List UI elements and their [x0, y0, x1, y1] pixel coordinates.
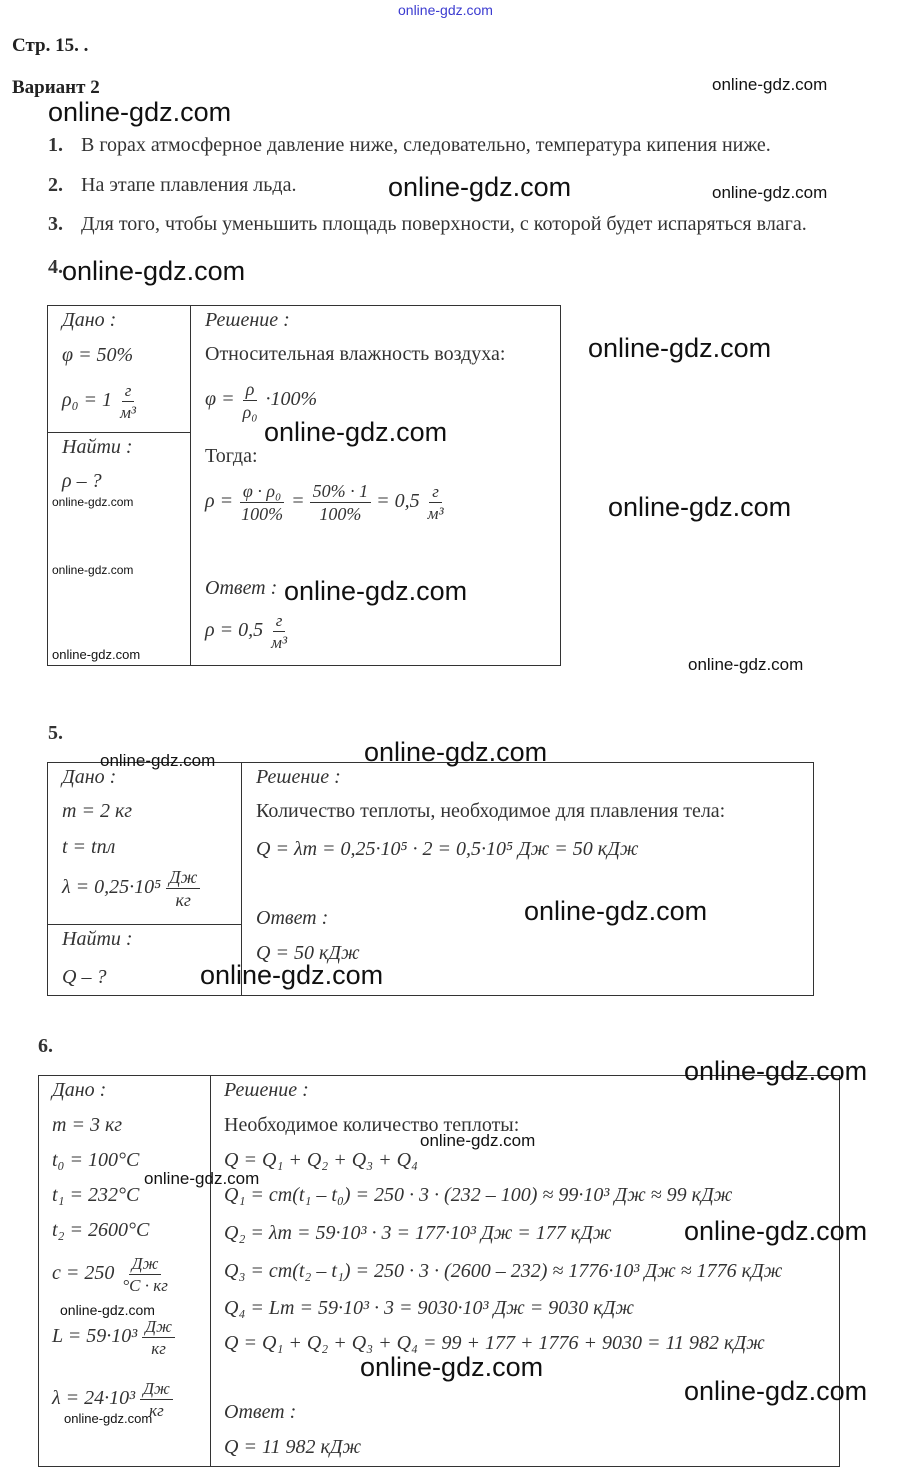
q4-divider	[190, 305, 191, 665]
watermark-label[interactable]: online-gdz.com	[364, 737, 548, 767]
q2-number: 2.	[48, 174, 63, 196]
q5-number: 5.	[48, 722, 63, 744]
q1-answer-text: В горах атмосферное давление ниже, следовательно, температура кипения ниже.	[81, 134, 771, 156]
q6-solution-line4: Q₂ = λm = 59·10³ · 3 = 177·10³ Дж = 177 кДж	[224, 1222, 612, 1244]
q5-solution-line2: Q = λm = 0,25·10⁵ · 2 = 0,5·10⁵ Дж = 50 кДж	[256, 838, 639, 860]
q6-given-c: c = 250 $\frac{Дж}{^\circ C \cdot кг}$	[52, 1254, 168, 1295]
q5-solution-line1: Количество теплоты, необходимое для плавления тела:	[256, 800, 726, 822]
q6-divider	[210, 1075, 211, 1466]
watermark-label[interactable]: online-gdz.com	[524, 896, 708, 926]
q4-solution-line1: Относительная влажность воздуха:	[205, 343, 506, 365]
q5-given-separator	[47, 924, 241, 925]
q4-given-label: Дано :	[62, 309, 117, 331]
watermark-label[interactable]: online-gdz.com	[60, 1302, 155, 1318]
q4-solution-label: Решение :	[205, 309, 290, 331]
q4-answer-value: ρ = 0,5 $\frac{г}{\text{м³}}$	[205, 611, 288, 652]
watermark-label[interactable]: online-gdz.com	[144, 1169, 260, 1188]
q1-number: 1.	[48, 134, 63, 156]
top-watermark[interactable]: online-gdz.com	[398, 2, 493, 18]
q4-formula: φ = $\frac{\rho}{\text{ρ₀}}$ ·100%	[205, 379, 318, 422]
watermark-label[interactable]: online-gdz.com	[420, 1131, 536, 1150]
watermark-label[interactable]: online-gdz.com	[388, 172, 572, 202]
watermark-label[interactable]: online-gdz.com	[684, 1376, 868, 1406]
watermark-label[interactable]: online-gdz.com	[684, 1216, 868, 1246]
q4-number: 4.	[48, 256, 63, 278]
q3-answer-text: Для того, чтобы уменьшить площадь поверхности, с которой будет испаряться влага.	[81, 213, 807, 235]
q6-solution-line7: Q = Q₁ + Q₂ + Q₃ + Q₄ = 99 + 177 + 1776 + 9030 = 11 982 кДж	[224, 1332, 765, 1354]
q6-given-t0: t₀ = 100°C	[52, 1149, 140, 1171]
q4-calculation: ρ = $\frac{\text{φ · ρ₀}}{100\%}$ = $\frac{50\% \cdot 1}{100\%}$ = 0,5 $\frac{г}{\text{м³}}$	[205, 481, 444, 524]
watermark-label[interactable]: online-gdz.com	[52, 495, 134, 509]
q5-find-label: Найти :	[62, 928, 133, 950]
q5-solution-label: Решение :	[256, 766, 341, 788]
q4-given-phi: φ = 50%	[62, 344, 134, 366]
watermark-label[interactable]: online-gdz.com	[264, 417, 448, 447]
q6-given-lambda: λ = 24·10³ $\frac{Дж}{кг}$	[52, 1380, 173, 1419]
variant-heading: Вариант 2	[12, 77, 100, 98]
q5-find-value: Q – ?	[62, 966, 107, 988]
watermark-label[interactable]: online-gdz.com	[712, 75, 828, 94]
watermark-label[interactable]: online-gdz.com	[684, 1056, 868, 1086]
watermark-label[interactable]: online-gdz.com	[48, 97, 232, 127]
q4-find-value: ρ – ?	[62, 470, 102, 492]
q5-given-lambda: λ = 0,25·10⁵ $\frac{Дж}{кг}$	[62, 868, 200, 909]
q4-then: Тогда:	[205, 445, 258, 467]
q6-given-mass: m = 3 кг	[52, 1114, 123, 1136]
q5-answer-label: Ответ :	[256, 907, 329, 929]
watermark-label[interactable]: online-gdz.com	[588, 333, 772, 363]
q6-solution-line6: Q₄ = Lm = 59·10³ · 3 = 9030·10³ Дж = 9030 кДж	[224, 1297, 634, 1319]
q5-given-label: Дано :	[62, 766, 117, 788]
q6-solution-line2: Q = Q₁ + Q₂ + Q₃ + Q₄	[224, 1149, 419, 1171]
q4-given-separator	[47, 432, 190, 433]
q6-solution-line5: Q₃ = cm(t₂ – t₁) = 250 · 3 · (2600 – 232) ≈ 1776·10³ Дж ≈ 1776 кДж	[224, 1260, 783, 1282]
q2-answer-text: На этапе плавления льда.	[81, 174, 297, 196]
watermark-label[interactable]: online-gdz.com	[52, 647, 141, 662]
q5-answer-value: Q = 50 кДж	[256, 942, 360, 964]
watermark-label[interactable]: online-gdz.com	[62, 256, 246, 286]
q6-answer-label: Ответ :	[224, 1401, 297, 1423]
q6-given-t2: t₂ = 2600°C	[52, 1219, 150, 1241]
watermark-label[interactable]: online-gdz.com	[688, 655, 804, 674]
q6-solution-label: Решение :	[224, 1079, 309, 1101]
watermark-label[interactable]: online-gdz.com	[52, 563, 134, 577]
watermark-label[interactable]: online-gdz.com	[608, 492, 792, 522]
watermark-label[interactable]: online-gdz.com	[64, 1411, 153, 1426]
q5-given-temperature: t = tпл	[62, 836, 116, 858]
q5-given-mass: m = 2 кг	[62, 800, 133, 822]
watermark-label[interactable]: online-gdz.com	[284, 576, 468, 606]
q6-solution-line1: Необходимое количество теплоты:	[224, 1114, 520, 1136]
q6-given-t1: t₁ = 232°C	[52, 1184, 140, 1206]
q4-find-label: Найти :	[62, 436, 133, 458]
q6-answer-value: Q = 11 982 кДж	[224, 1436, 362, 1458]
q4-given-rho0: ρ₀ = 1 $\frac{г}{\text{м³}}$	[62, 381, 137, 422]
page-title: Стр. 15. .	[12, 35, 89, 56]
watermark-label[interactable]: online-gdz.com	[100, 751, 216, 770]
watermark-label[interactable]: online-gdz.com	[712, 183, 828, 202]
q6-solution-line3: Q₁ = cm(t₁ – t₀) = 250 · 3 · (232 – 100) ≈ 99·10³ Дж ≈ 99 кДж	[224, 1184, 733, 1206]
q6-number: 6.	[38, 1035, 53, 1057]
q6-given-L: L = 59·10³ $\frac{Дж}{кг}$	[52, 1318, 175, 1357]
q3-number: 3.	[48, 213, 63, 235]
q4-answer-label: Ответ :	[205, 577, 278, 599]
watermark-label[interactable]: online-gdz.com	[200, 960, 384, 990]
watermark-label[interactable]: online-gdz.com	[360, 1352, 544, 1382]
q6-given-label: Дано :	[52, 1079, 107, 1101]
